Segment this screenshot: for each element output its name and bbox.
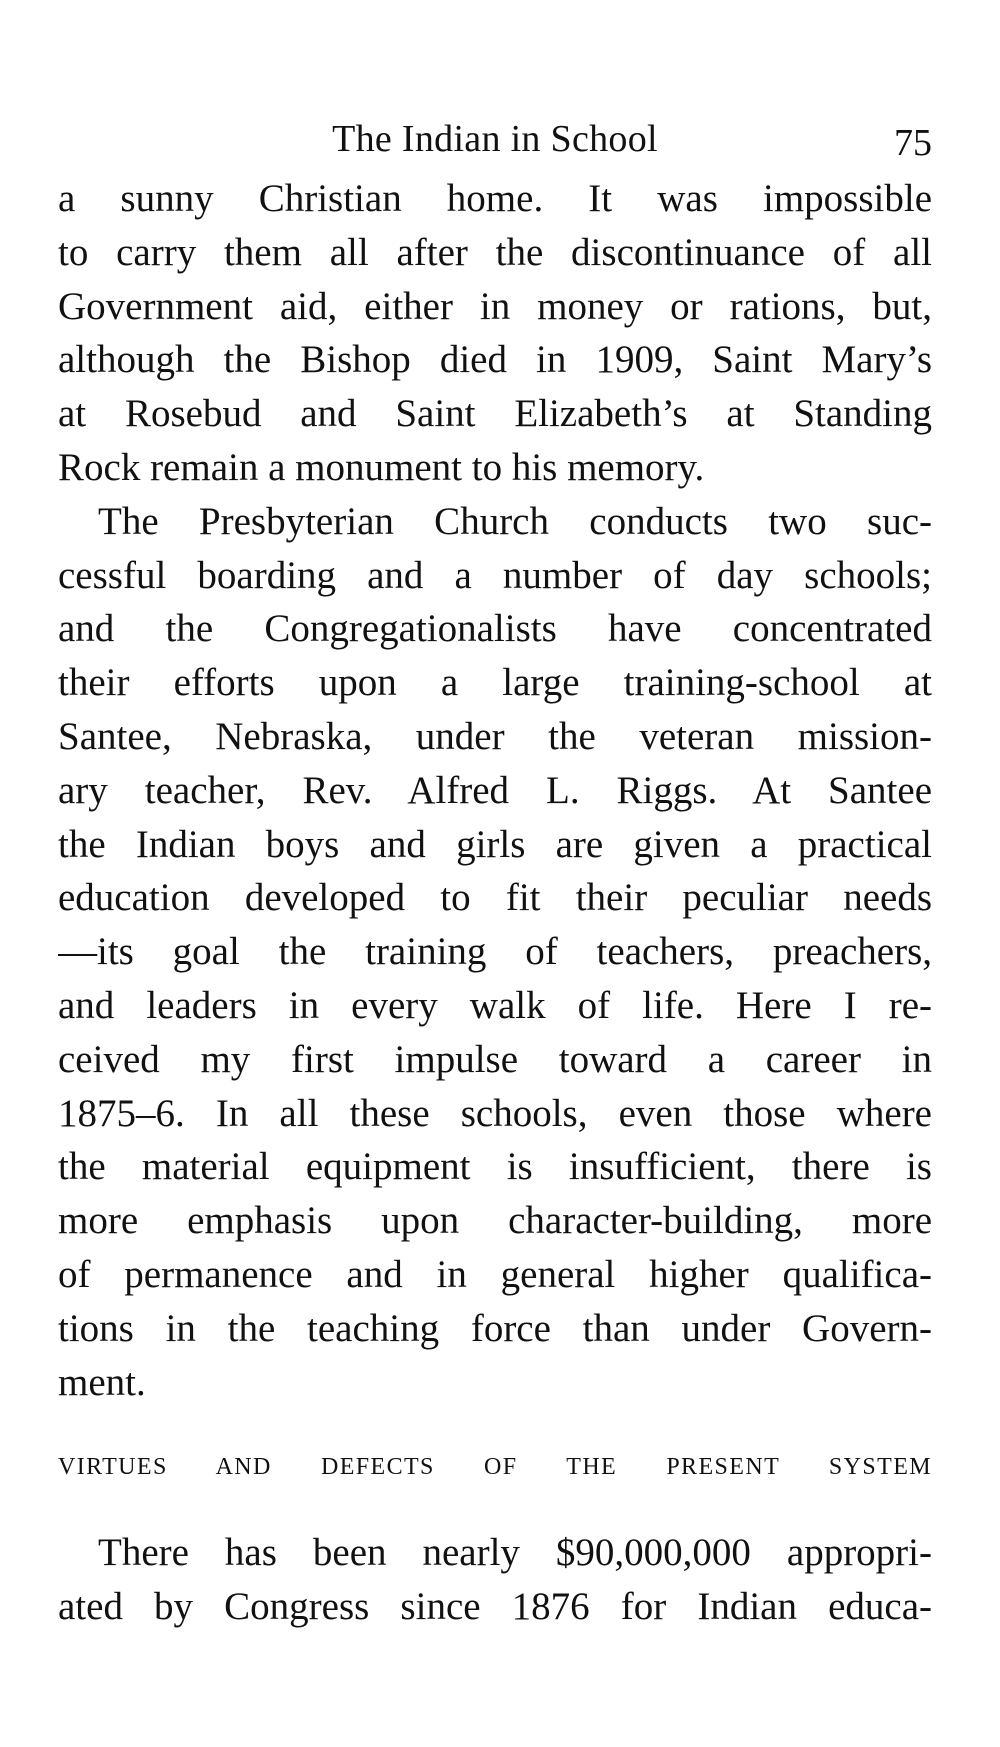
text-line: 1875–6. In all these schools, even those where [58, 1091, 932, 1135]
text-line: Santee, Nebraska, under the veteran mission- [58, 714, 932, 758]
text-line: education developed to fit their peculiar needs [58, 876, 932, 920]
text-line: of permanence and in general higher qualifica- [58, 1252, 932, 1296]
text-line: the Indian boys and girls are given a practical [58, 822, 932, 866]
text-line: The Presbyterian Church conducts two suc- [98, 499, 932, 543]
text-line: ary teacher, Rev. Alfred L. Riggs. At Santee [58, 768, 932, 812]
text-line: their efforts upon a large training-school at [58, 661, 932, 705]
paragraph [58, 495, 932, 1410]
text-line: ment. [58, 1360, 146, 1404]
text-line: and the Congregationalists have concentrated [58, 607, 932, 651]
running-title: The Indian in School [332, 118, 658, 160]
body-text [58, 172, 932, 1409]
text-line: cessful boarding and a number of day schools; [58, 553, 932, 597]
text-line: Government aid, either in money or rations, but, [58, 284, 932, 328]
section-heading: VIRTUES AND DEFECTS OF THE PRESENT SYSTEM [58, 1454, 932, 1480]
text-line: the material equipment is insufficient, there is [58, 1145, 932, 1189]
section-body-text [58, 1526, 932, 1634]
text-line: at Rosebud and Saint Elizabeth’s at Standing [58, 392, 932, 436]
text-line: There has been nearly $90,000,000 appropri- [98, 1531, 932, 1574]
text-line: a sunny Christian home. It was impossible [58, 177, 932, 220]
text-line: —its goal the training of teachers, preachers, [58, 930, 932, 974]
text-line: and leaders in every walk of life. Here I re- [58, 983, 932, 1027]
text-line: tions in the teaching force than under Govern- [58, 1306, 932, 1350]
text-line: ated by Congress since 1876 for Indian educa- [58, 1584, 932, 1628]
text-line: although the Bishop died in 1909, Saint Mary’s [58, 338, 932, 382]
text-line: ceived my first impulse toward a career in [58, 1037, 932, 1081]
text-line: Rock remain a monument to his memory. [58, 445, 705, 489]
page-number: 75 [894, 122, 932, 164]
paragraph [58, 172, 932, 495]
text-line: to carry them all after the discontinuance of all [58, 230, 932, 274]
text-line: more emphasis upon character-building, more [58, 1199, 932, 1243]
running-head [58, 112, 932, 166]
